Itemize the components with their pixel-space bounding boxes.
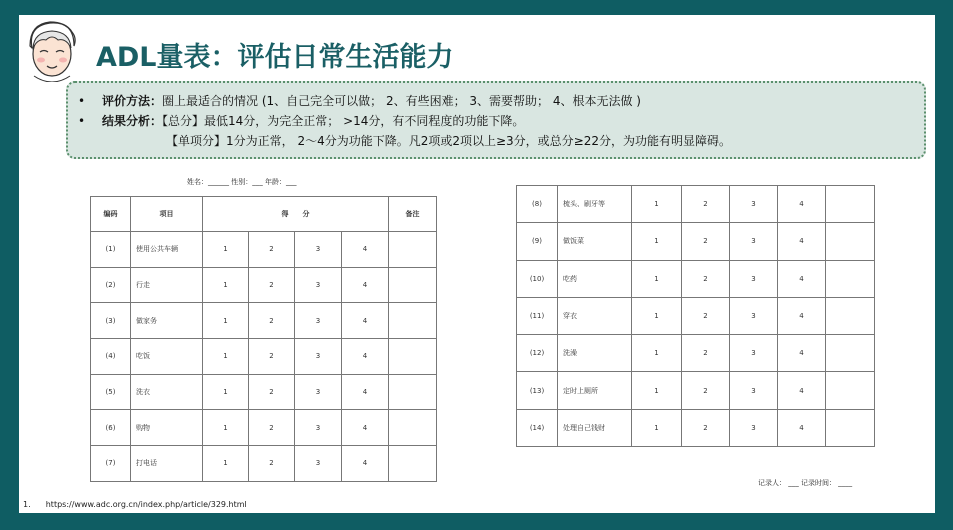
score-option[interactable]: 1 [203,410,249,446]
item-name: 打电话 [131,446,203,482]
score-option[interactable]: 3 [295,303,342,339]
score-option[interactable]: 4 [778,335,826,372]
score-option[interactable]: 1 [632,372,682,409]
item-code: (5) [91,374,131,410]
score-option[interactable]: 1 [203,339,249,375]
note-cell [826,409,875,446]
item-name: 定时上厕所 [558,372,632,409]
score-option[interactable]: 4 [342,267,389,303]
bullet: • [78,114,86,128]
table-row [91,232,437,268]
score-option[interactable]: 3 [730,186,778,223]
score-option[interactable]: 4 [778,260,826,297]
score-option[interactable]: 1 [203,303,249,339]
score-option[interactable]: 4 [778,223,826,260]
score-option[interactable]: 4 [342,303,389,339]
adl-table-right [516,185,875,447]
score-option[interactable]: 2 [682,372,730,409]
callout-method-line [78,91,924,111]
item-code: (9) [517,223,558,260]
adl-table-left [90,196,437,482]
score-option[interactable]: 3 [295,267,342,303]
score-option[interactable]: 2 [682,335,730,372]
note-cell [826,223,875,260]
score-option[interactable]: 2 [249,267,295,303]
score-option[interactable]: 2 [682,186,730,223]
table-row [91,410,437,446]
table-row [517,335,875,372]
item-code: (10) [517,260,558,297]
table-row [91,267,437,303]
table-row [91,374,437,410]
item-code: (13) [517,372,558,409]
score-option[interactable]: 1 [632,297,682,334]
bullet: • [78,94,86,108]
item-name: 行走 [131,267,203,303]
table-row [517,260,875,297]
score-option[interactable]: 2 [249,303,295,339]
note-cell [826,186,875,223]
single-score-text: 【单项分】1分为正常， 2～4分为功能下降。凡2项或2项以上≥3分，或总分≥22分，为功能有明显障碍。 [166,134,732,148]
score-option[interactable]: 1 [203,446,249,482]
score-option[interactable]: 4 [342,339,389,375]
score-option[interactable]: 3 [730,297,778,334]
table-row [517,223,875,260]
score-option[interactable]: 3 [295,232,342,268]
score-option[interactable]: 1 [203,374,249,410]
score-option[interactable]: 1 [632,260,682,297]
score-option[interactable]: 4 [342,446,389,482]
score-option[interactable]: 1 [632,223,682,260]
score-option[interactable]: 3 [730,372,778,409]
evaluation-callout [66,81,926,159]
item-code: (11) [517,297,558,334]
header-score: 得 分 [203,197,389,232]
result-label: 结果分析： [102,114,163,128]
note-cell [826,297,875,334]
avatar-illustration [22,18,82,82]
note-cell [826,372,875,409]
note-cell [389,374,437,410]
note-cell [389,303,437,339]
score-option[interactable]: 2 [682,260,730,297]
score-option[interactable]: 2 [249,232,295,268]
form-header: 姓名：______ 性别：___ 年龄：___ [187,178,297,186]
score-option[interactable]: 4 [342,232,389,268]
score-option[interactable]: 1 [203,267,249,303]
table-row [517,297,875,334]
score-option[interactable]: 3 [295,410,342,446]
score-option[interactable]: 2 [249,410,295,446]
table-row [517,372,875,409]
score-option[interactable]: 3 [730,223,778,260]
item-name: 洗衣 [131,374,203,410]
score-option[interactable]: 1 [632,335,682,372]
score-option[interactable]: 2 [682,223,730,260]
item-code: (4) [91,339,131,375]
score-option[interactable]: 4 [342,374,389,410]
item-name: 做饭菜 [558,223,632,260]
table-row [91,446,437,482]
score-option[interactable]: 3 [295,339,342,375]
table-row [517,409,875,446]
item-code: (1) [91,232,131,268]
score-option[interactable]: 2 [682,297,730,334]
score-option[interactable]: 3 [730,335,778,372]
score-option[interactable]: 4 [342,410,389,446]
callout-result-line [78,111,924,131]
score-option[interactable]: 4 [778,186,826,223]
item-name: 处理自己钱财 [558,409,632,446]
item-name: 做家务 [131,303,203,339]
table-row [517,186,875,223]
item-name: 梳头、刷牙等 [558,186,632,223]
score-option[interactable]: 3 [295,446,342,482]
score-option[interactable]: 2 [682,409,730,446]
score-option[interactable]: 2 [249,446,295,482]
score-option[interactable]: 1 [632,186,682,223]
table-row [91,303,437,339]
score-option[interactable]: 1 [632,409,682,446]
header-code: 编码 [91,197,131,232]
note-cell [389,410,437,446]
item-name: 洗澡 [558,335,632,372]
header-item: 项目 [131,197,203,232]
item-name: 穿衣 [558,297,632,334]
note-cell [826,260,875,297]
note-cell [389,267,437,303]
result-text: 【总分】最低14分，为完全正常； >14分，有不同程度的功能下降。 [162,114,525,128]
item-code: (6) [91,410,131,446]
item-name: 购物 [131,410,203,446]
slide [19,15,935,513]
score-option[interactable]: 3 [295,374,342,410]
footnote [23,500,247,509]
score-option[interactable]: 3 [730,409,778,446]
callout-single-score-line [78,131,924,151]
item-code: (7) [91,446,131,482]
note-cell [389,339,437,375]
score-option[interactable]: 2 [249,339,295,375]
item-name: 吃饭 [131,339,203,375]
item-code: (8) [517,186,558,223]
footnote-url: https://www.adc.org.cn/index.php/article/329.html [45,500,247,509]
item-code: (14) [517,409,558,446]
footnote-number: 1. [23,500,31,509]
score-option[interactable]: 2 [249,374,295,410]
note-cell [389,446,437,482]
table-row [91,339,437,375]
note-cell [826,335,875,372]
score-option[interactable]: 3 [730,260,778,297]
page-title: ADL量表：评估日常生活能力 [96,42,454,73]
score-option[interactable]: 1 [203,232,249,268]
item-name: 吃药 [558,260,632,297]
score-option[interactable]: 4 [778,372,826,409]
note-cell [389,232,437,268]
method-label: 评价方法： [102,94,163,108]
recorder-fields: 记录人： ___ 记录时间： ____ [758,479,853,487]
item-code: (12) [517,335,558,372]
score-option[interactable]: 4 [778,297,826,334]
item-code: (3) [91,303,131,339]
score-option[interactable]: 4 [778,409,826,446]
header-note: 备注 [389,197,437,232]
method-text: 圈上最适合的情况 (1、自己完全可以做； 2、有些困难； 3、需要帮助； 4、根本无法做 ) [162,94,641,108]
item-name: 使用公共车辆 [131,232,203,268]
item-code: (2) [91,267,131,303]
